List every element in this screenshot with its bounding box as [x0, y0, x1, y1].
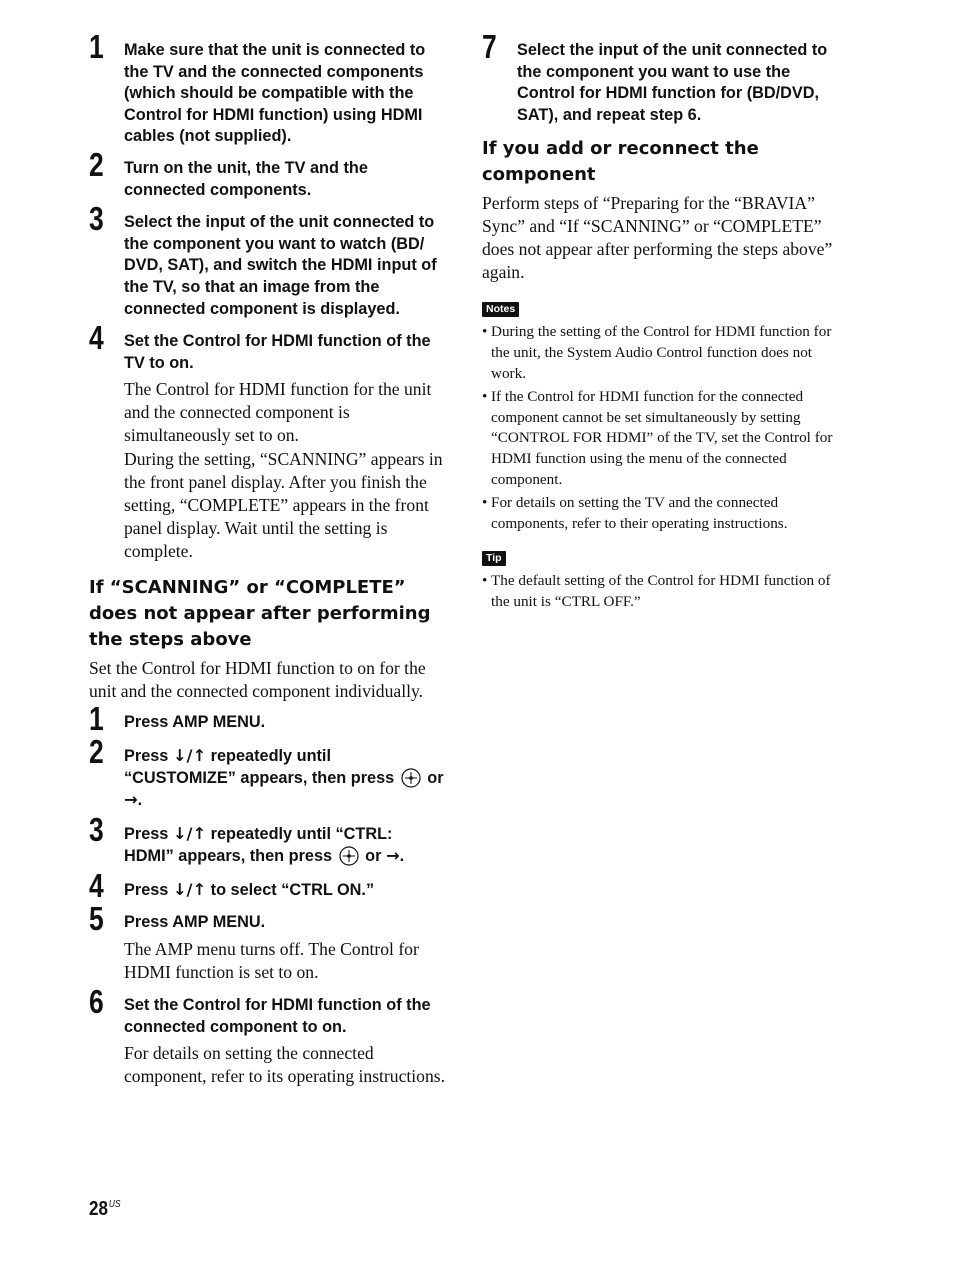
step-b-3: [89, 810, 445, 868]
step-number: 2: [89, 145, 104, 183]
step-2: [89, 145, 445, 201]
step-number: 2: [89, 732, 104, 770]
step-text: or: [422, 768, 444, 787]
tip-badge: Tip: [482, 551, 506, 566]
step-title: [124, 879, 445, 902]
section-heading: If “SCANNING” or “COMPLETE” does not appear after performing the steps above: [89, 577, 431, 651]
note-item: • For details on setting the TV and the connected components, refer to their operating instructions.: [482, 493, 838, 535]
step-title: [124, 823, 445, 868]
region-code: US: [108, 1199, 121, 1210]
step-7: [482, 28, 838, 126]
step-b-2: [89, 732, 445, 812]
notes-list: [482, 322, 838, 534]
step-number: 3: [89, 810, 104, 848]
note-item: • During the setting of the Control for HDMI function for the unit, the System Audio Control function does not work.: [482, 322, 838, 384]
step-text: .: [399, 847, 405, 866]
page-number: [89, 1198, 121, 1221]
step-title: Select the input of the unit connected to the component you want to watch (BD/ DVD, SAT), and switch the HDMI input of the TV, so that an image from the connected component is displayed.: [124, 213, 437, 318]
step-title: Set the Control for HDMI function of the TV to on.: [124, 332, 431, 372]
step-body: The Control for HDMI function for the unit and the connected component is simultaneously set to on.: [124, 379, 432, 446]
step-title: Make sure that the unit is connected to the TV and the connected components (which should be compatible with the Control for HDMI function) using HDMI cables (not supplied).: [124, 41, 426, 146]
step-1: [89, 28, 445, 148]
enter-button-icon: [401, 768, 421, 788]
step-title: Set the Control for HDMI function of the connected component to on.: [124, 996, 431, 1036]
page-number-value: 28: [89, 1198, 108, 1220]
step-number: 5: [89, 900, 104, 938]
step-4: [89, 319, 445, 563]
step-number: 7: [482, 28, 497, 65]
section-intro: Set the Control for HDMI function to on for the unit and the connected component individually.: [89, 658, 426, 702]
step-3: [89, 200, 445, 320]
note-item: • If the Control for HDMI function for the connected component cannot be set simultaneously by setting “CONTROL FOR HDMI” of the TV, set the Control for HDMI function using the menu of the connected component.: [482, 387, 838, 491]
step-number: 4: [89, 319, 104, 357]
enter-button-icon: [339, 846, 359, 866]
step-text: repeatedly until “CUSTOMIZE” appears, then press: [124, 746, 399, 787]
notes-badge: Notes: [482, 302, 519, 317]
step-number: 4: [89, 866, 104, 904]
step-b-4: [89, 866, 445, 904]
step-text: .: [137, 791, 143, 810]
notes-badge-row: [482, 299, 838, 317]
down-up-arrow-icon: ↓/↑: [172, 745, 207, 765]
step-number: 3: [89, 200, 104, 238]
down-up-arrow-icon: ↓/↑: [172, 879, 207, 899]
step-title: Press AMP MENU.: [124, 713, 266, 732]
step-number: 1: [89, 700, 104, 738]
step-text: to select “CTRL ON.”: [206, 880, 375, 899]
step-text: Press: [124, 746, 173, 765]
tips-list: [482, 571, 838, 613]
step-title: Select the input of the unit connected to the component you want to use the Control for HDMI function for (BD/DVD, SAT), and repeat step 6.: [517, 41, 828, 124]
left-column: [89, 28, 446, 1088]
down-up-arrow-icon: ↓/↑: [172, 823, 207, 843]
step-text: Press: [124, 824, 173, 843]
step-title: Turn on the unit, the TV and the connected components.: [124, 158, 368, 199]
right-column: [482, 28, 838, 615]
step-b-6: [89, 983, 446, 1088]
step-body: For details on setting the connected component, refer to its operating instructions.: [124, 1043, 446, 1087]
step-text: repeatedly until “CTRL: HDMI” appears, then press: [124, 824, 393, 866]
right-arrow-icon: →: [385, 846, 400, 866]
tip-item: • The default setting of the Control for HDMI function of the unit is “CTRL OFF.”: [482, 571, 838, 613]
subsection-heading: If you add or reconnect the component: [482, 138, 759, 186]
step-title: Press AMP MENU.: [124, 913, 266, 932]
step-number: 6: [89, 983, 104, 1021]
right-arrow-icon: →: [124, 790, 138, 810]
step-body: The AMP menu turns off. The Control for HDMI function is set to on.: [124, 939, 419, 983]
step-body: During the setting, “SCANNING” appears in the front panel display. After you finish the setting, “COMPLETE” appears in the front panel display. Wait until the setting is complete.: [124, 449, 443, 562]
step-number: 1: [89, 28, 104, 65]
tip-badge-row: [482, 548, 838, 566]
step-text: Press: [124, 880, 173, 899]
step-b-5: [89, 900, 445, 984]
step-text: or: [360, 847, 386, 866]
step-b-1: [89, 700, 445, 738]
step-title: [124, 745, 445, 812]
subsection-body: Perform steps of “Preparing for the “BRAVIA” Sync” and “If “SCANNING” or “COMPLETE” does not appear after performing the steps above” again.: [482, 193, 833, 283]
